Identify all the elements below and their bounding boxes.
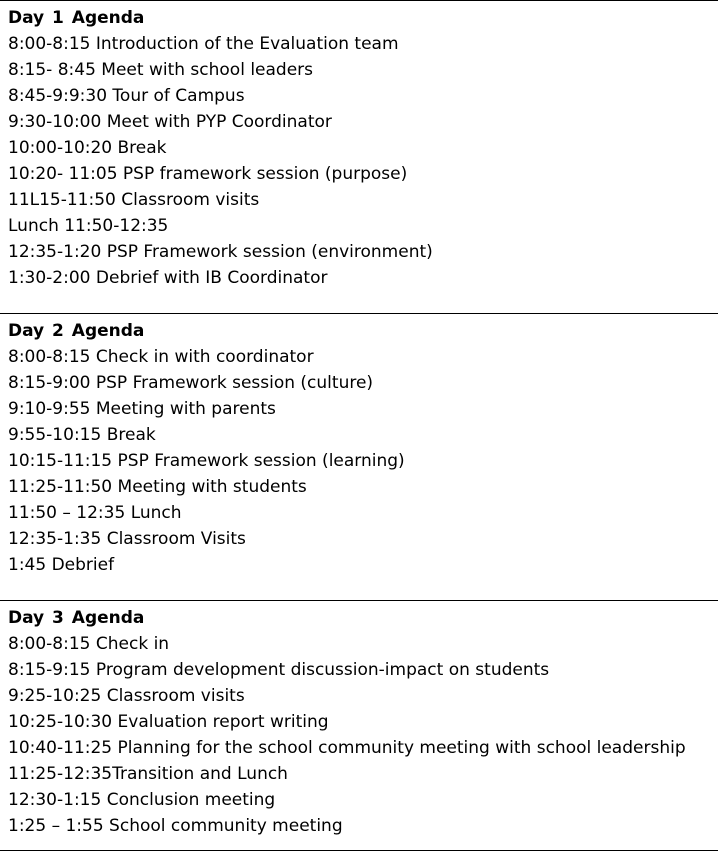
- day-2-agenda-list: [8, 344, 718, 578]
- agenda-item: 10:00-10:20 Break: [8, 138, 167, 158]
- day-1-title: Day 1 Agenda: [8, 8, 145, 28]
- agenda-item: 12:35-1:20 PSP Framework session (environment): [8, 242, 433, 262]
- agenda-item: 11:25-11:50 Meeting with students: [8, 477, 307, 497]
- agenda-item: 11:25-12:35Transition and Lunch: [8, 764, 288, 784]
- agenda-item: 1:45 Debrief: [8, 555, 115, 575]
- agenda-item: 11:50 – 12:35 Lunch: [8, 503, 182, 523]
- agenda-item: 9:55-10:15 Break: [8, 425, 156, 445]
- day-2-title: Day 2 Agenda: [8, 321, 145, 341]
- agenda-item: 8:15-9:15 Program development discussion-impact on students: [8, 660, 550, 680]
- agenda-item: 11L15-11:50 Classroom visits: [8, 190, 260, 210]
- agenda-item: 10:25-10:30 Evaluation report writing: [8, 712, 329, 732]
- agenda-item: 9:30-10:00 Meet with PYP Coordinator: [8, 112, 332, 132]
- agenda-item: 8:45-9:9:30 Tour of Campus: [8, 86, 245, 106]
- agenda-item: 10:40-11:25 Planning for the school community meeting with school leadership: [8, 738, 686, 758]
- agenda-item: 9:25-10:25 Classroom visits: [8, 686, 245, 706]
- day-2-section: [0, 314, 718, 601]
- day-1-section: [0, 1, 718, 314]
- agenda-item: 1:25 – 1:55 School community meeting: [8, 816, 343, 836]
- agenda-item: 12:30-1:15 Conclusion meeting: [8, 790, 276, 810]
- day-1-agenda-list: [8, 31, 718, 291]
- day-3-agenda-list: [8, 631, 718, 839]
- day-3-title: Day 3 Agenda: [8, 608, 145, 628]
- agenda-item: 10:15-11:15 PSP Framework session (learning): [8, 451, 405, 471]
- agenda-item: 10:20- 11:05 PSP framework session (purpose): [8, 164, 408, 184]
- agenda-item: 8:15-9:00 PSP Framework session (culture): [8, 373, 374, 393]
- agenda-item: 9:10-9:55 Meeting with parents: [8, 399, 276, 419]
- agenda-item: 8:00-8:15 Introduction of the Evaluation team: [8, 34, 399, 54]
- agenda-item: 1:30-2:00 Debrief with IB Coordinator: [8, 268, 328, 288]
- agenda-item: 8:00-8:15 Check in with coordinator: [8, 347, 314, 367]
- day-3-section: [0, 601, 718, 851]
- agenda-item: 8:00-8:15 Check in: [8, 634, 170, 654]
- agenda-item: 12:35-1:35 Classroom Visits: [8, 529, 246, 549]
- agenda-item: 8:15- 8:45 Meet with school leaders: [8, 60, 314, 80]
- agenda-item: Lunch 11:50-12:35: [8, 216, 169, 236]
